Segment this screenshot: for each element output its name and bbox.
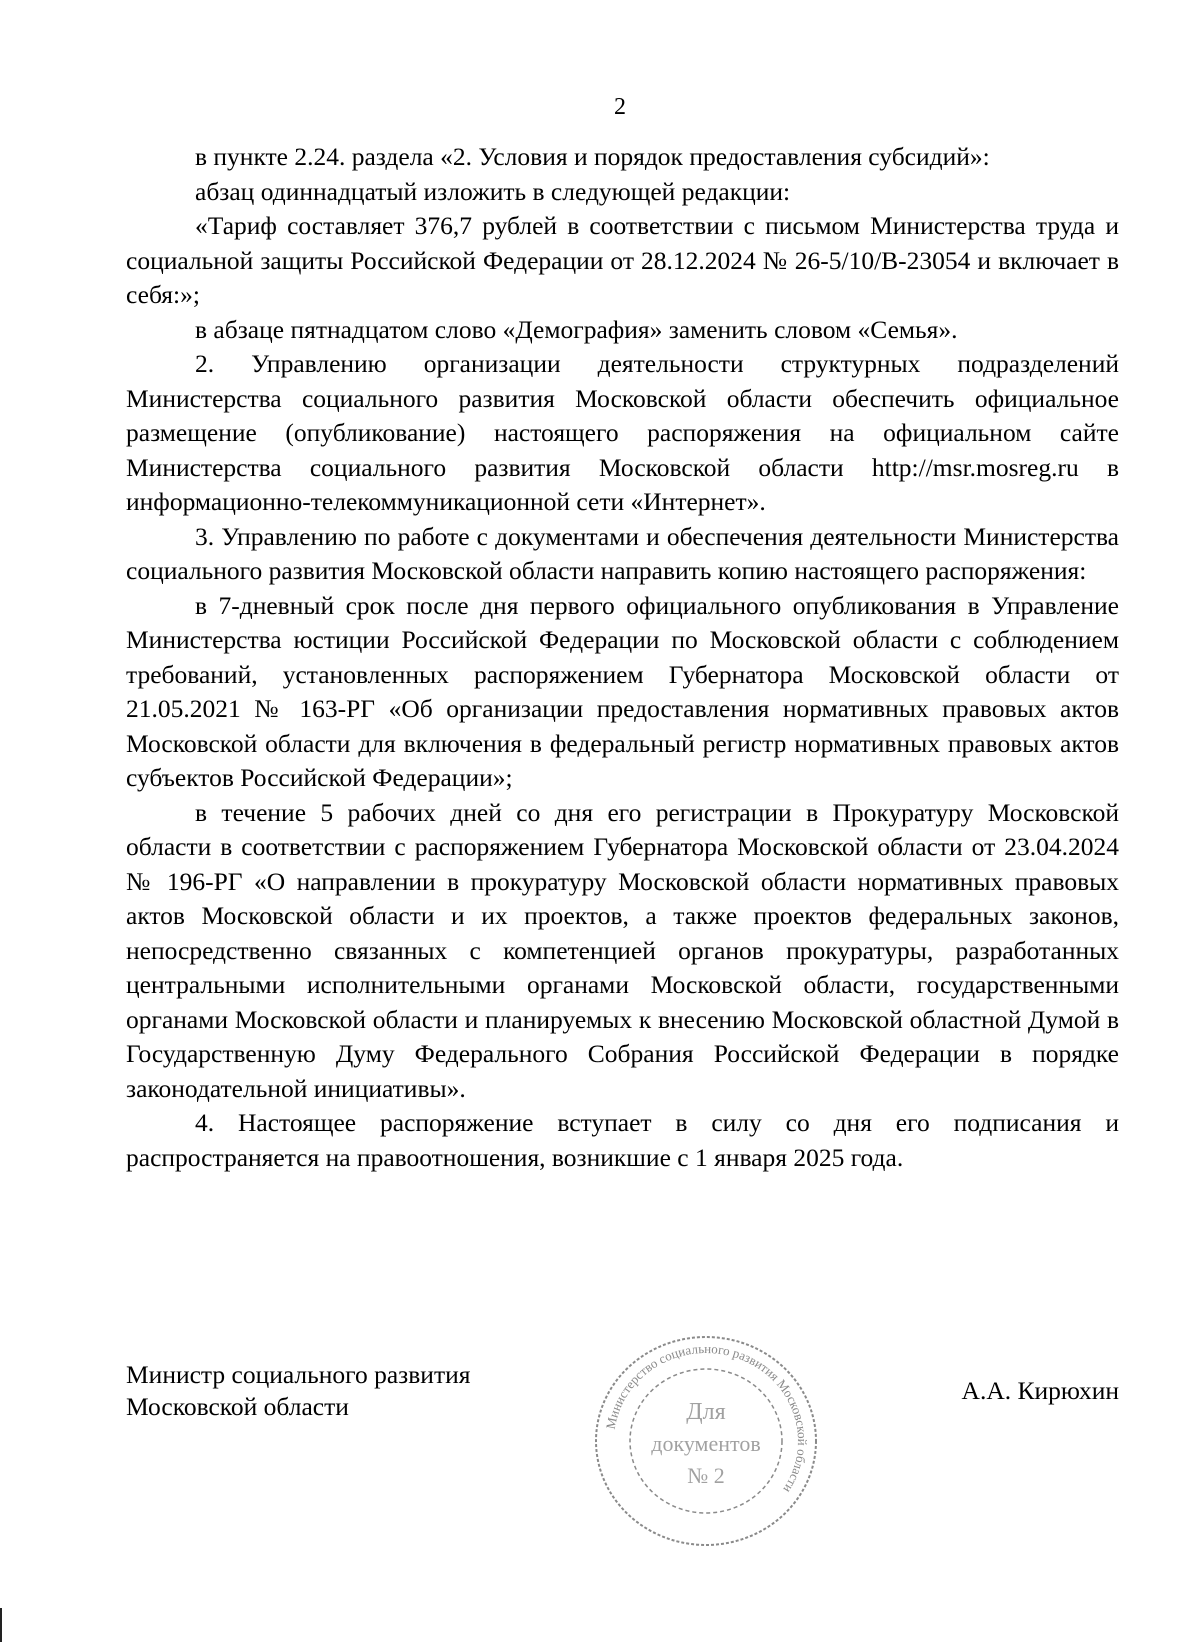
signer-position-line-2: Московской области: [126, 1392, 349, 1421]
paragraph-word-replace: в абзаце пятнадцатом слово «Демография» заменить словом «Семья».: [195, 314, 958, 344]
paragraph-item-3-ministry-justice: в 7-дневный срок после дня первого официального опубликования в Управление Министерства юстиции Российской Федерации по Московской области с соблюдением требований, установленных распоряжением Губернатора Московской области от 21.05.2021 № 163-РГ «Об организации предоставления нормативных правовых актов Московской области для включения в федеральный регистр нормативных правовых актов субъектов Российской Федерации»;: [126, 590, 1119, 792]
scan-edge-mark: [0, 1608, 2, 1642]
paragraph-tariff: «Тариф составляет 376,7 рублей в соответствии с письмом Министерства труда и социальной защиты Российской Федерации от 28.12.2024 № 26-5/10/В-23054 и включает в себя:»;: [126, 211, 1119, 309]
page-number: 2: [614, 94, 626, 120]
paragraph-item-3-prosecutor: в течение 5 рабочих дней со дня его регистрации в Прокуратуру Московской области в соответствии с распоряжением Губернатора Московской области от 23.04.2024 № 196-РГ «О направлении в прокуратуру Московской области нормативных правовых актов Московской области и их проектов, а также проектов федеральных законов, непосредственно связанных с компетенцией органов прокуратуры, разработанных центральными исполнительными органами Московской области, государственными органами Московской области и планируемых к внесению Московской областной Думой в Государственную Думу Федерального Собрания Российской Федерации в порядке законодательной инициативы».: [126, 797, 1119, 1103]
signer-name: А.А. Кирюхин: [961, 1376, 1119, 1405]
paragraph-item-3: 3. Управлению по работе с документами и обеспечения деятельности Министерства социального развития Московской области направить копию настоящего распоряжения:: [126, 521, 1119, 585]
stamp-line-2: документов: [651, 1431, 761, 1456]
document-body: [126, 140, 1119, 1175]
signer-position: [126, 1359, 546, 1423]
paragraph-item-4: 4. Настоящее распоряжение вступает в силу со дня его подписания и распространяется на правоотношения, возникшие с 1 января 2025 года.: [126, 1108, 1119, 1172]
paragraph-amend-clause: в пункте 2.24. раздела «2. Условия и порядок предоставления субсидий»:: [195, 142, 990, 171]
signer-position-line-1: Министр социального развития: [126, 1360, 471, 1389]
stamp-line-1: Для: [686, 1399, 726, 1425]
stamp-ring-text: Министерство социального развития Московской области: [602, 1340, 811, 1496]
official-stamp: [588, 1329, 824, 1553]
stamp-line-3: № 2: [687, 1463, 725, 1488]
paragraph-new-wording: абзац одиннадцатый изложить в следующей редакции:: [195, 176, 791, 206]
paragraph-item-2: 2. Управлению организации деятельности структурных подразделений Министерства социального развития Московской области обеспечить официальное размещение (опубликование) настоящего распоряжения на официальном сайте Министерства социального развития Московской области http://msr.mosreg.ru в информационно-телекоммуникационной сети «Интернет».: [126, 349, 1119, 516]
